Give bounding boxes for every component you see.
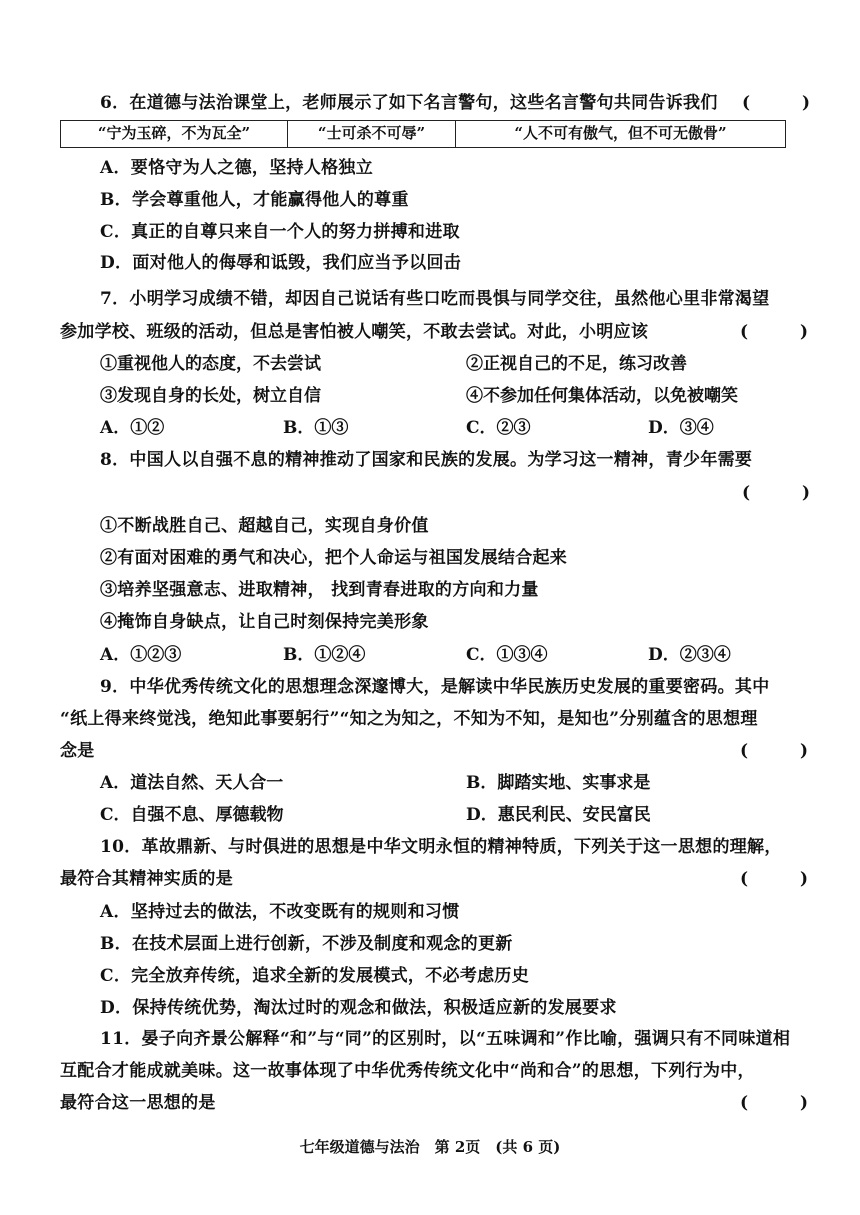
q10-option-a: A．坚持过去的做法，不改变既有的规则和习惯 — [100, 902, 460, 922]
q7-option-a: A．①② — [100, 418, 165, 438]
quote-cell-3: “人不可有傲气，但不可无傲骨” — [455, 121, 785, 147]
q8-item-3: ③培养坚强意志、进取精神， 找到青春进取的方向和力量 — [100, 580, 539, 600]
q9-option-d: D．惠民利民、安民富民 — [466, 805, 651, 825]
q7-stem-line1: 7．小明学习成绩不错，却因自己说话有些口吃而畏惧与同学交往，虽然他心里非常渴望 — [100, 289, 770, 309]
q10-answer-paren: ( ) — [740, 869, 815, 889]
q6-option-d: D．面对他人的侮辱和诋毁，我们应当予以回击 — [100, 253, 462, 273]
q6-answer-paren: ( ) — [742, 93, 817, 113]
q11-stem-line2: 互配合才能成就美味。这一故事体现了中华优秀传统文化中“尚和合”的思想，下列行为中， — [60, 1061, 755, 1081]
q9-option-c: C．自强不息、厚德载物 — [100, 805, 284, 825]
q6-option-b: B．学会尊重他人，才能赢得他人的尊重 — [100, 190, 409, 210]
q10-stem-line2: 最符合其精神实质的是 — [60, 869, 233, 889]
q10-stem-line1: 10．革故鼎新、与时俱进的思想是中华文明永恒的精神特质，下列关于这一思想的理解， — [100, 837, 782, 857]
q8-answer-paren: ( ) — [742, 483, 817, 503]
quote-cell-2: “士可杀不可辱” — [287, 121, 455, 147]
q8-option-a: A．①②③ — [100, 645, 182, 665]
q8-option-d: D．②③④ — [648, 645, 731, 665]
q6-stem: 6．在道德与法治课堂上，老师展示了如下名言警句，这些名言警句共同告诉我们 — [100, 93, 718, 113]
q8-stem: 8．中国人以自强不息的精神推动了国家和民族的发展。为学习这一精神，青少年需要 — [100, 450, 753, 470]
q7-option-c: C．②③ — [466, 418, 531, 438]
page-footer: 七年级道德与法治 第 2页 (共 6 页) — [299, 1138, 561, 1156]
q8-item-4: ④掩饰自身缺点，让自己时刻保持完美形象 — [100, 612, 429, 632]
q7-option-d: D．③④ — [648, 418, 714, 438]
q7-answer-paren: ( ) — [740, 322, 815, 342]
q9-stem-line3: 念是 — [60, 741, 95, 761]
q9-answer-paren: ( ) — [740, 741, 815, 761]
q8-option-c: C．①③④ — [466, 645, 548, 665]
q11-answer-paren: ( ) — [740, 1093, 815, 1113]
q9-stem-line2: “纸上得来终觉浅，绝知此事要躬行”“知之为知之，不知为不知，是知也”分别蕴含的思想理 — [60, 709, 758, 729]
q7-item-1: ①重视他人的态度，不去尝试 — [100, 354, 321, 374]
q7-item-4: ④不参加任何集体活动，以免被嘲笑 — [466, 386, 738, 406]
q11-stem-line1: 11．晏子向齐景公解释“和”与“同”的区别时，以“五味调和”作比喻，强调只有不同味道相 — [100, 1029, 791, 1049]
q7-item-3: ③发现自身的长处，树立自信 — [100, 386, 321, 406]
q9-option-a: A．道法自然、天人合一 — [100, 773, 284, 793]
q7-stem-line2: 参加学校、班级的活动，但总是害怕被人嘲笑，不敢去尝试。对此，小明应该 — [60, 322, 649, 342]
quote-cell-1: “宁为玉碎，不为瓦全” — [97, 124, 251, 142]
q9-option-b: B．脚踏实地、实事求是 — [466, 773, 651, 793]
q10-option-d: D．保持传统优势，淘汰过时的观念和做法，积极适应新的发展要求 — [100, 998, 617, 1018]
q8-item-1: ①不断战胜自己、超越自己，实现自身价值 — [100, 516, 429, 536]
q7-item-2: ②正视自己的不足，练习改善 — [466, 354, 687, 374]
q6-option-c: C．真正的自尊只来自一个人的努力拼搏和进取 — [100, 222, 460, 242]
q10-option-c: C．完全放弃传统，追求全新的发展模式，不必考虑历史 — [100, 966, 530, 986]
q8-item-2: ②有面对困难的勇气和决心，把个人命运与祖国发展结合起来 — [100, 548, 568, 568]
q7-option-b: B．①③ — [283, 418, 349, 438]
q6-quote-table — [60, 120, 786, 148]
q8-option-b: B．①②④ — [283, 645, 366, 665]
q9-stem-line1: 9．中华优秀传统文化的思想理念深邃博大，是解读中华民族历史发展的重要密码。其中 — [100, 677, 770, 697]
q10-option-b: B．在技术层面上进行创新，不涉及制度和观念的更新 — [100, 934, 513, 954]
q6-option-a: A．要恪守为人之德，坚持人格独立 — [100, 158, 373, 178]
q11-stem-line3: 最符合这一思想的是 — [60, 1093, 216, 1113]
